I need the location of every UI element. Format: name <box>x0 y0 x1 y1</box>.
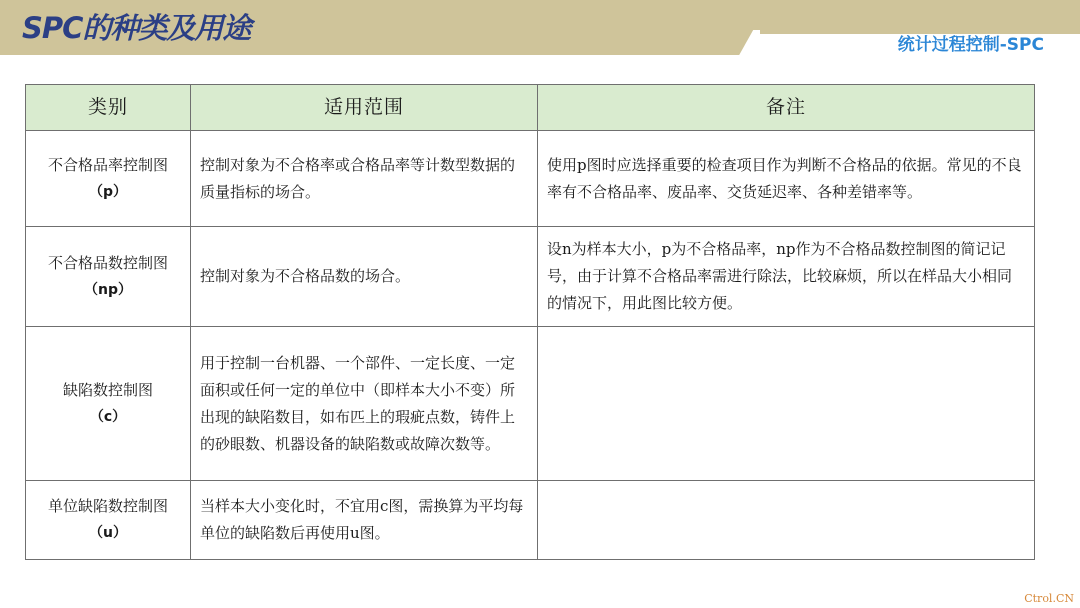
note-cell <box>538 481 1035 560</box>
table-header-row <box>26 85 1035 131</box>
category-cell <box>26 131 191 227</box>
category-cell <box>26 327 191 481</box>
note-cell <box>538 327 1035 481</box>
scope-cell: 控制对象为不合格品数的场合。 <box>191 227 538 327</box>
spc-types-table <box>25 84 1035 560</box>
table-row <box>26 481 1035 560</box>
category-name: 缺陷数控制图 <box>62 380 153 399</box>
page-subtitle: 统计过程控制-SPC <box>897 35 1044 55</box>
category-code: （c） <box>89 408 127 425</box>
scope-cell: 控制对象为不合格率或合格品率等计数型数据的质量指标的场合。 <box>191 131 538 227</box>
category-code: （np） <box>84 281 132 298</box>
category-name: 不合格品数控制图 <box>47 253 168 272</box>
table-row <box>26 227 1035 327</box>
note-cell: 设n为样本大小，p为不合格品率，np作为不合格品数控制图的简记记号，由于计算不合格品率需进行除法，比较麻烦，所以在样品大小相同的情况下，用此图比较方便。 <box>538 227 1035 327</box>
column-header-scope: 适用范围 <box>191 85 538 131</box>
scope-cell: 用于控制一台机器、一个部件、一定长度、一定面积或任何一定的单位中（即样本大小不变）所出现的缺陷数目，如布匹上的瑕疵点数，铸件上的砂眼数、机器设备的缺陷数或故障次数等。 <box>191 327 538 481</box>
column-header-note: 备注 <box>538 85 1035 131</box>
category-cell <box>26 227 191 327</box>
page-title: SPC的种类及用途 <box>22 11 251 45</box>
table-row <box>26 327 1035 481</box>
watermark-text: Ctrol.CN <box>1024 592 1074 605</box>
category-name: 不合格品率控制图 <box>47 155 168 174</box>
scope-cell: 当样本大小变化时，不宜用c图，需换算为平均每单位的缺陷数后再使用u图。 <box>191 481 538 560</box>
category-code: （p） <box>88 183 128 200</box>
column-header-category: 类别 <box>26 85 191 131</box>
category-name: 单位缺陷数控制图 <box>47 497 168 515</box>
table-row <box>26 131 1035 227</box>
note-cell: 使用p图时应选择重要的检查项目作为判断不合格品的依据。常见的不良率有不合格品率、废品率、交货延迟率、各种差错率等。 <box>538 131 1035 227</box>
category-cell <box>26 481 191 560</box>
category-code: （u） <box>89 525 127 541</box>
